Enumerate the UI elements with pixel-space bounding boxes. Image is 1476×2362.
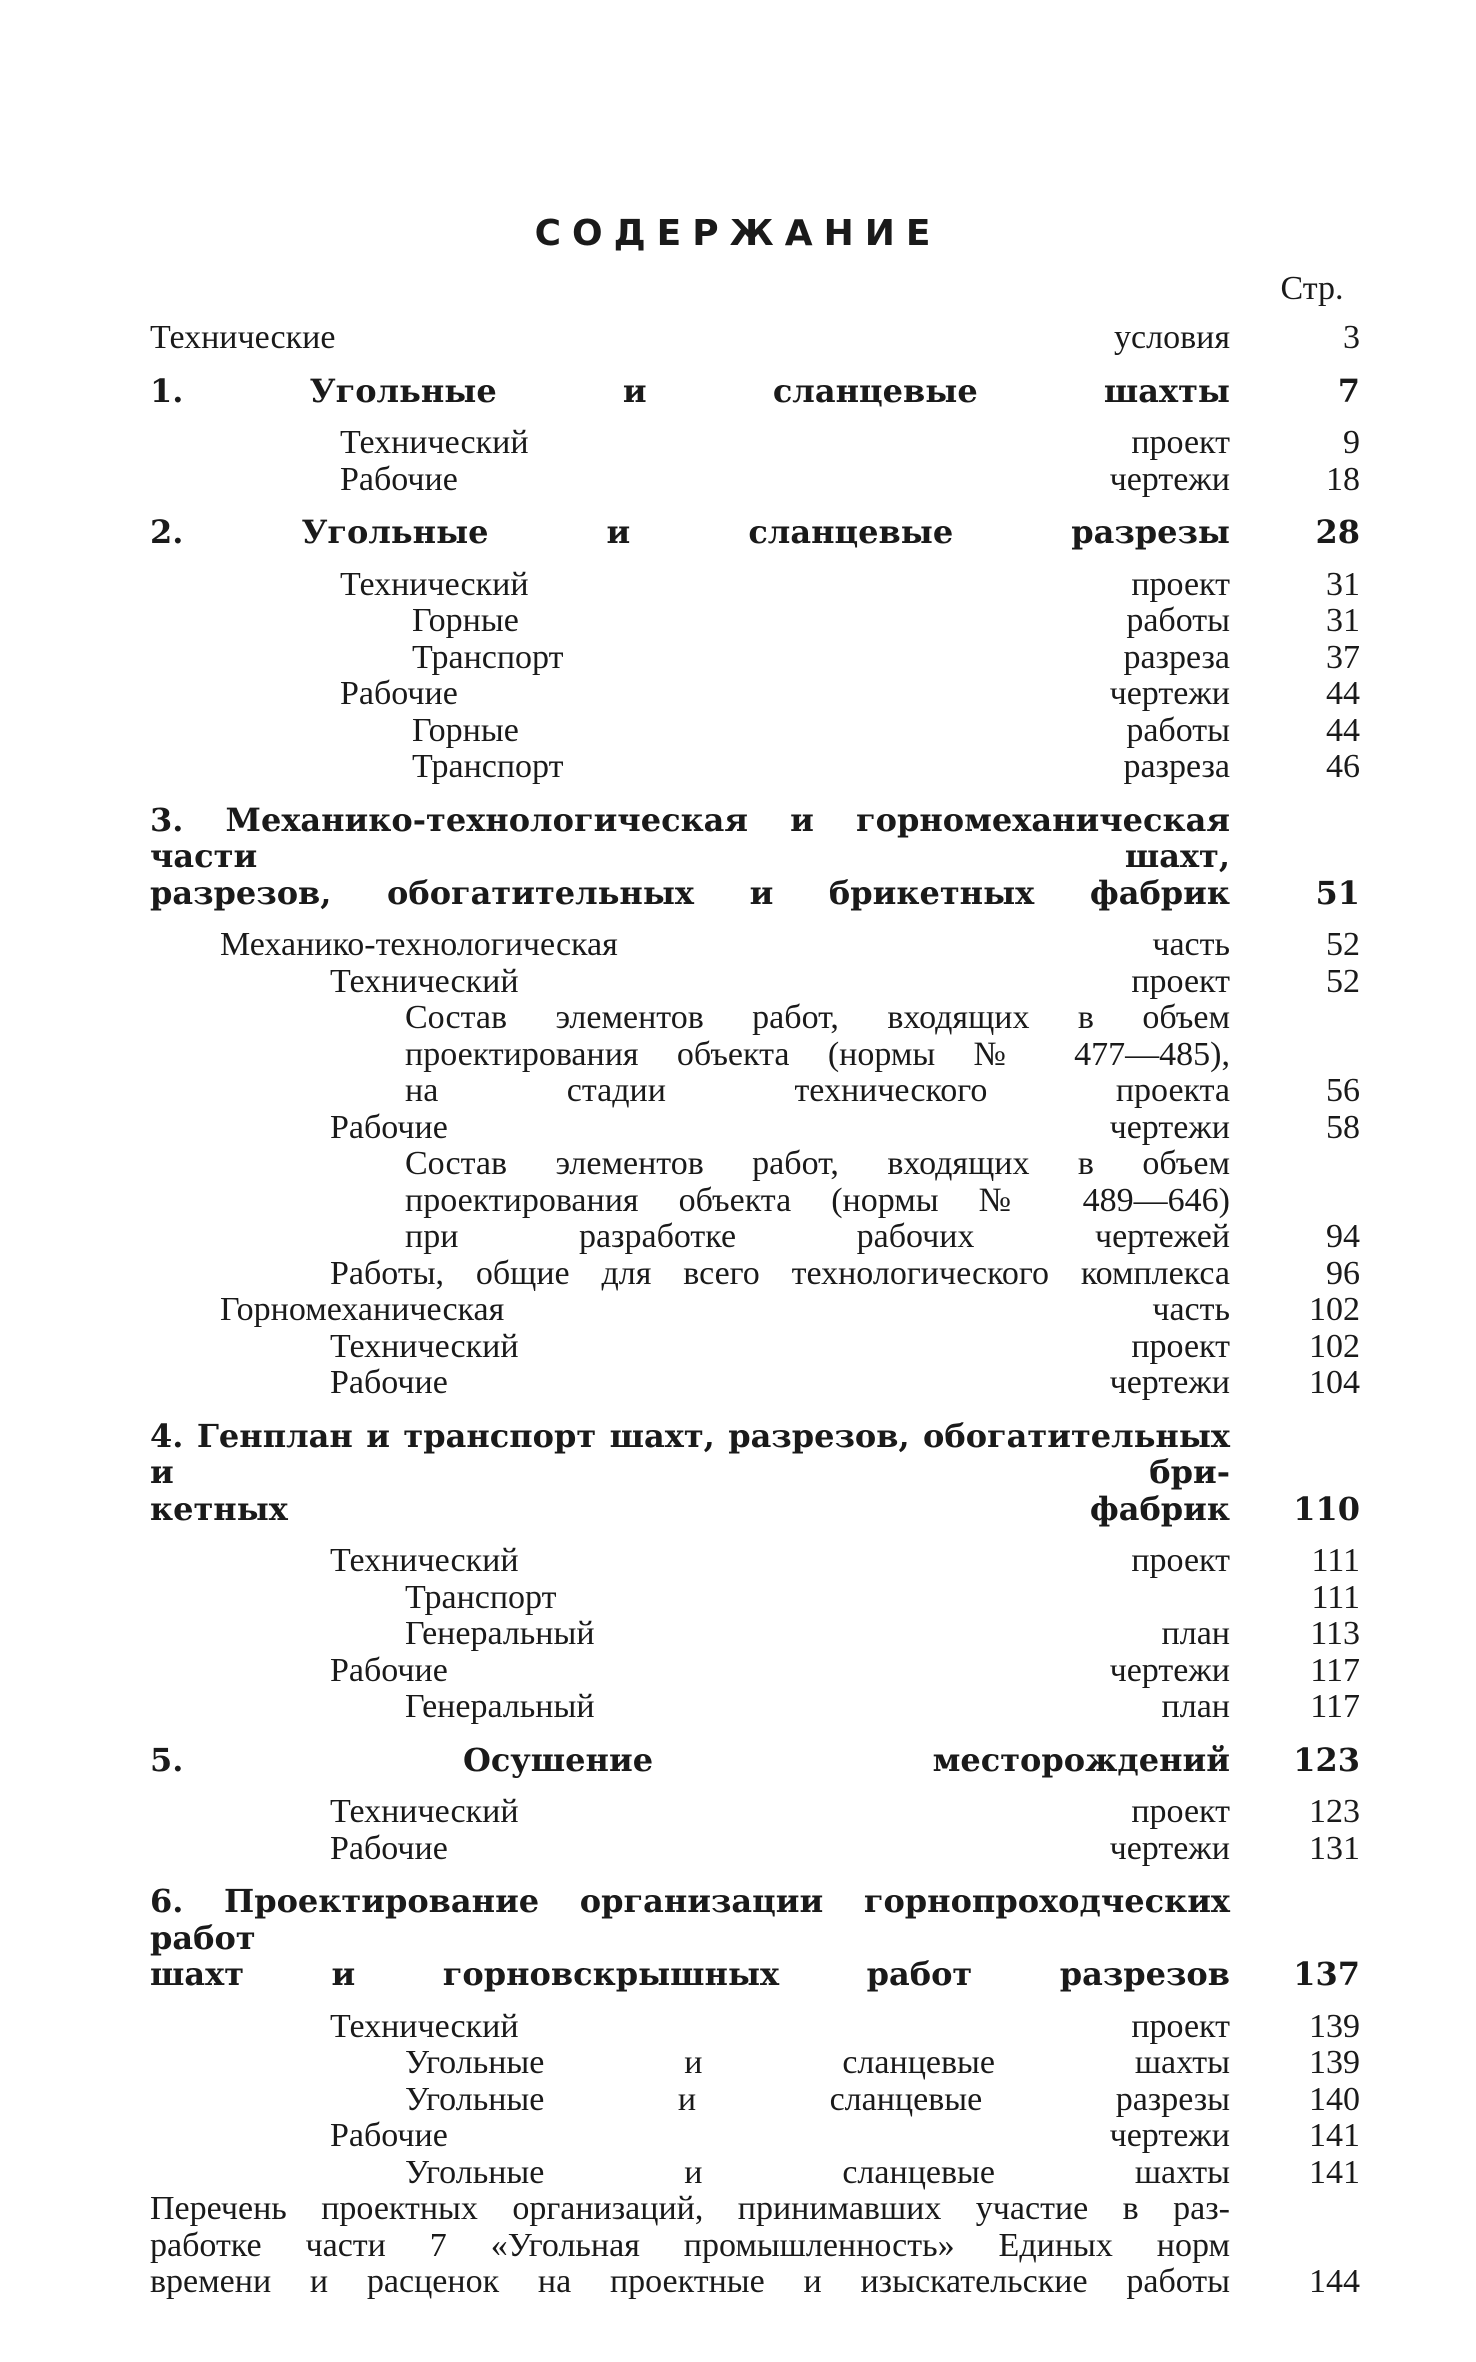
toc-entry (150, 1256, 1360, 1293)
toc-entry-page: 56 (1326, 1072, 1360, 1109)
toc-entry (150, 1110, 1360, 1147)
toc-entry-title: Перечень проектных организаций, принимавших участие в раз- работке части 7 «Угольная промышленность» Единых норм времени и расценок на проектные и изыскательские работы (150, 2190, 1230, 2300)
toc-entry-page: 31 (1326, 602, 1360, 639)
toc-entry-page: 31 (1326, 565, 1360, 603)
toc-entry (150, 1146, 1360, 1256)
toc-entry (150, 676, 1360, 713)
toc-entry (150, 1365, 1360, 1402)
toc-entry-page: 137 (1293, 1955, 1360, 1993)
toc-entry (150, 1831, 1360, 1868)
toc-entry (150, 2009, 1360, 2046)
toc-entry-title: Рабочие чертежи (340, 675, 1230, 712)
toc-entry-title: Рабочие чертежи (340, 460, 1230, 498)
toc-entry (150, 514, 1360, 551)
toc-entry-title: Горные работы (412, 602, 1230, 639)
toc-entry-title: Транспорт (405, 1578, 557, 1616)
toc-entry-page: 117 (1310, 1688, 1360, 1725)
toc-entry (150, 1616, 1360, 1653)
toc-entry (150, 1329, 1360, 1366)
toc-entry-page: 144 (1309, 2263, 1360, 2300)
toc-entry (150, 1653, 1360, 1690)
toc-entry-title: 4. Генплан и транспорт шахт, разрезов, обогатительных и бри- кетных фабрик (150, 1416, 1230, 1528)
toc-entry-title: Горные работы (412, 711, 1230, 749)
toc-entry-page: 111 (1311, 1578, 1360, 1616)
toc-entry-title: Технический проект (330, 1793, 1230, 1830)
toc-entry-page: 52 (1326, 962, 1360, 1000)
toc-entry-page: 3 (1343, 319, 1360, 356)
toc-entry-title: Горномеханическая часть (220, 1291, 1230, 1328)
toc-entry-title: Состав элементов работ, входящих в объем проектирования объекта (нормы № 489—646) при разработке рабочих чертежей (405, 1145, 1230, 1255)
toc-entry (150, 1689, 1360, 1726)
toc-entry-page: 44 (1326, 675, 1360, 712)
toc-entry-title: Рабочие чертежи (330, 1108, 1230, 1146)
toc-entry-title: Технический проект (340, 424, 1230, 461)
toc-entry (150, 2045, 1360, 2082)
toc-entry-title: 3. Механико-технологическая и горномеханическая части шахт, разрезов, обогатительных и брикетных фабрик (150, 800, 1230, 912)
toc-entry-page: 51 (1315, 873, 1360, 912)
toc-entry-title: Работы, общие для всего технологического комплекса (330, 1254, 1230, 1292)
toc-entry-title: Генеральный план (405, 1615, 1230, 1652)
toc-entry-page: 141 (1309, 2117, 1360, 2154)
table-of-contents (150, 320, 1360, 2301)
toc-entry-title: Угольные и сланцевые шахты (405, 2153, 1230, 2191)
toc-entry-title: Состав элементов работ, входящих в объем проектирования объекта (нормы № 477—485), на стадии технического проекта (405, 999, 1230, 1109)
toc-entry-title: Технический проект (340, 565, 1230, 603)
toc-entry (150, 567, 1360, 604)
toc-entry (150, 1292, 1360, 1329)
toc-entry-title: 2. Угольные и сланцевые разрезы (150, 513, 1230, 551)
toc-entry-title: Рабочие чертежи (330, 1651, 1230, 1689)
toc-entry-title: Транспорт разреза (412, 748, 1230, 785)
toc-entry (150, 640, 1360, 677)
toc-entry-title: Рабочие чертежи (330, 2117, 1230, 2154)
toc-entry-page: 102 (1309, 1327, 1360, 1365)
page-title: СОДЕРЖАНИЕ (534, 213, 942, 254)
toc-entry-page: 141 (1309, 2153, 1360, 2191)
toc-entry (150, 964, 1360, 1001)
toc-entry-title: Технический проект (330, 2007, 1230, 2045)
toc-entry-page: 37 (1326, 638, 1360, 676)
toc-entry (150, 1794, 1360, 1831)
toc-entry-title: Угольные и сланцевые шахты (405, 2044, 1230, 2081)
toc-entry-page: 52 (1326, 926, 1360, 963)
toc-entry-title: 6. Проектирование организации горнопроходческих работ шахт и горновскрышных работ разрезов (150, 1882, 1230, 1993)
toc-entry-title: Угольные и сланцевые разрезы (405, 2080, 1230, 2118)
toc-entry-page: 102 (1309, 1291, 1360, 1328)
toc-entry (150, 2118, 1360, 2155)
toc-entry-page: 123 (1309, 1793, 1360, 1830)
toc-entry-page: 139 (1309, 2007, 1360, 2045)
toc-entry (150, 425, 1360, 462)
toc-entry (150, 1000, 1360, 1110)
page-column-label: Стр. (1280, 270, 1344, 307)
toc-entry-title: Рабочие чертежи (330, 1829, 1230, 1867)
toc-entry (150, 1418, 1360, 1528)
toc-entry (150, 749, 1360, 786)
toc-entry (150, 462, 1360, 499)
toc-entry-page: 139 (1309, 2044, 1360, 2081)
toc-entry-page: 111 (1311, 1542, 1360, 1579)
toc-entry-title: Транспорт разреза (412, 638, 1230, 676)
toc-entry-page: 46 (1326, 748, 1360, 785)
toc-entry-title: Рабочие чертежи (330, 1364, 1230, 1401)
toc-entry-page: 58 (1326, 1108, 1360, 1146)
toc-entry-page: 140 (1309, 2080, 1360, 2118)
toc-entry (150, 927, 1360, 964)
toc-entry (150, 2082, 1360, 2119)
toc-entry (150, 1580, 1360, 1617)
toc-entry (150, 1883, 1360, 1993)
toc-entry-title: 1. Угольные и сланцевые шахты (150, 371, 1230, 410)
toc-entry (150, 2155, 1360, 2192)
toc-entry-title: Технический проект (330, 962, 1230, 1000)
toc-entry (150, 320, 1360, 357)
toc-entry (150, 1742, 1360, 1779)
toc-entry (150, 2191, 1360, 2301)
toc-entry-page: 44 (1326, 711, 1360, 749)
toc-entry-page: 94 (1326, 1218, 1360, 1255)
toc-entry-title: Технический проект (330, 1327, 1230, 1365)
toc-entry-page: 131 (1309, 1829, 1360, 1867)
toc-entry-page: 9 (1343, 424, 1360, 461)
toc-entry-title: Технический проект (330, 1542, 1230, 1579)
toc-entry (150, 802, 1360, 912)
toc-entry-page: 104 (1309, 1364, 1360, 1401)
toc-entry (150, 1543, 1360, 1580)
toc-entry-title: 5. Осушение месторождений (150, 1740, 1230, 1779)
toc-entry-title: Механико-технологическая часть (220, 926, 1230, 963)
toc-entry (150, 603, 1360, 640)
toc-entry-page: 110 (1293, 1489, 1360, 1528)
toc-entry-title: Генеральный план (405, 1688, 1230, 1725)
toc-entry-title: Технические условия (150, 319, 1230, 356)
toc-entry-page: 7 (1337, 371, 1360, 410)
toc-entry-page: 96 (1326, 1254, 1360, 1292)
toc-entry (150, 713, 1360, 750)
toc-entry-page: 18 (1326, 460, 1360, 498)
toc-entry-page: 117 (1310, 1651, 1360, 1689)
toc-entry-page: 123 (1293, 1740, 1360, 1779)
toc-entry (150, 373, 1360, 410)
toc-entry-page: 113 (1310, 1615, 1360, 1652)
toc-entry-page: 28 (1315, 513, 1360, 551)
